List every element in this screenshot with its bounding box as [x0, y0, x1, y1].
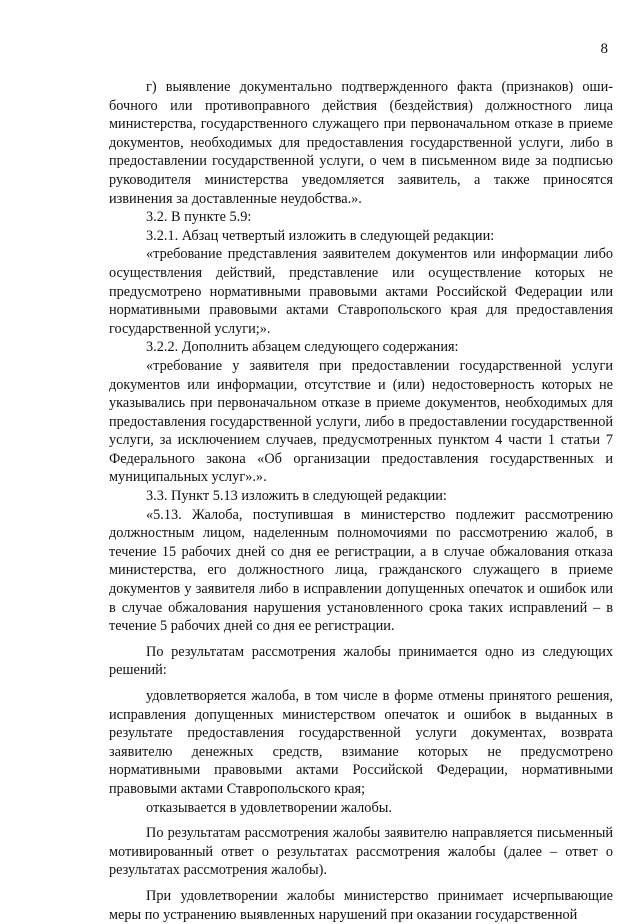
document-body	[109, 78, 613, 924]
paragraph-item-g: г) выявление документально подтвержденного факта (признаков) ошибочного или противоправного действия (бездействия) должностного лица министерства, государственного служащего при первоначальном отказе в приеме документов, необходимых для предоставления государственной услуги, либо в предоставлении государственной услуги, о чем в письменном виде за подписью руководителя министерства уведомляется заявитель, а также приносятся извинения за доставленные неудобства.».	[109, 79, 613, 207]
paragraph-clause-3-2: 3.2. В пункте 5.9:	[146, 209, 252, 226]
paragraph-written-answer: По результатам рассмотрения жалобы заявителю направляется письменный мотивированный ответ о результатах рассмотрения жалобы (далее – ответ о результатах рассмотрения жалобы).	[109, 825, 613, 879]
paragraph-decisions-intro: По результатам рассмотрения жалобы принимается одно из следующих решений:	[109, 643, 613, 679]
paragraph-clause-3-3: 3.3. Пункт 5.13 изложить в следующей редакции:	[146, 488, 447, 505]
paragraph-clause-3-2-2: 3.2.2. Дополнить абзацем следующего содержания:	[146, 339, 459, 356]
paragraph-quote-5-13: «5.13. Жалоба, поступившая в министерство подлежит рассмотрению должностным лицом, наделенным полномочиями по рассмотрению жалоб, в течение 15 рабочих дней со дня ее регистрации, а в случае обжалования отказа министерства, его должностного лица, гражданского служащего в приеме документов у заявителя либо в исправлении допущенных опечаток и ошибок или в случае обжалования нарушения установленного срока таких исправлений – в течение 5 рабочих дней со дня ее регистрации.	[109, 506, 613, 635]
paragraph-decision-satisfy: удовлетворяется жалоба, в том числе в форме отмены принятого решения, исправления допущенных министерством опечаток и ошибок в выданных в результате предоставления государственной услуги документах, возврата заявителю денежных средств, взимание которых не предусмотрено нормативными правовыми актами Российской Федерации, нормативными правовыми актами Ставропольского края;	[109, 688, 613, 797]
paragraph-clause-3-2-1: 3.2.1. Абзац четвертый изложить в следующей редакции:	[146, 227, 495, 244]
paragraph-quote-requirement-2: «требование у заявителя при предоставлении государственной услуги документов или информации, отсутствие и (или) недостоверность которых не указывались при первоначальном отказе в приеме документов, необходимых для предоставления государственной услуги, либо в предоставлении государственной услуги, за исключением случаев, предусмотренных пунктом 4 части 1 статьи 7 Федерального закона «Об организации предоставления государственных и муниципальных услуг».».	[109, 357, 613, 486]
paragraph-decision-refuse: отказывается в удовлетворении жалобы.	[146, 799, 392, 816]
page-number: 8	[600, 41, 608, 57]
paragraph-quote-requirement-1: «требование представления заявителем документов или информации либо осуществления действий, представление или осуществление которых не предусмотрено нормативными правовыми актами Российской Федерации или нормативными правовыми актами Ставропольского края для предоставления государственной услуги;».	[109, 246, 613, 337]
paragraph-remedy-measures: При удовлетворении жалобы министерство принимает исчерпывающие меры по устранению выявленных нарушений при оказании государственной	[109, 887, 613, 923]
